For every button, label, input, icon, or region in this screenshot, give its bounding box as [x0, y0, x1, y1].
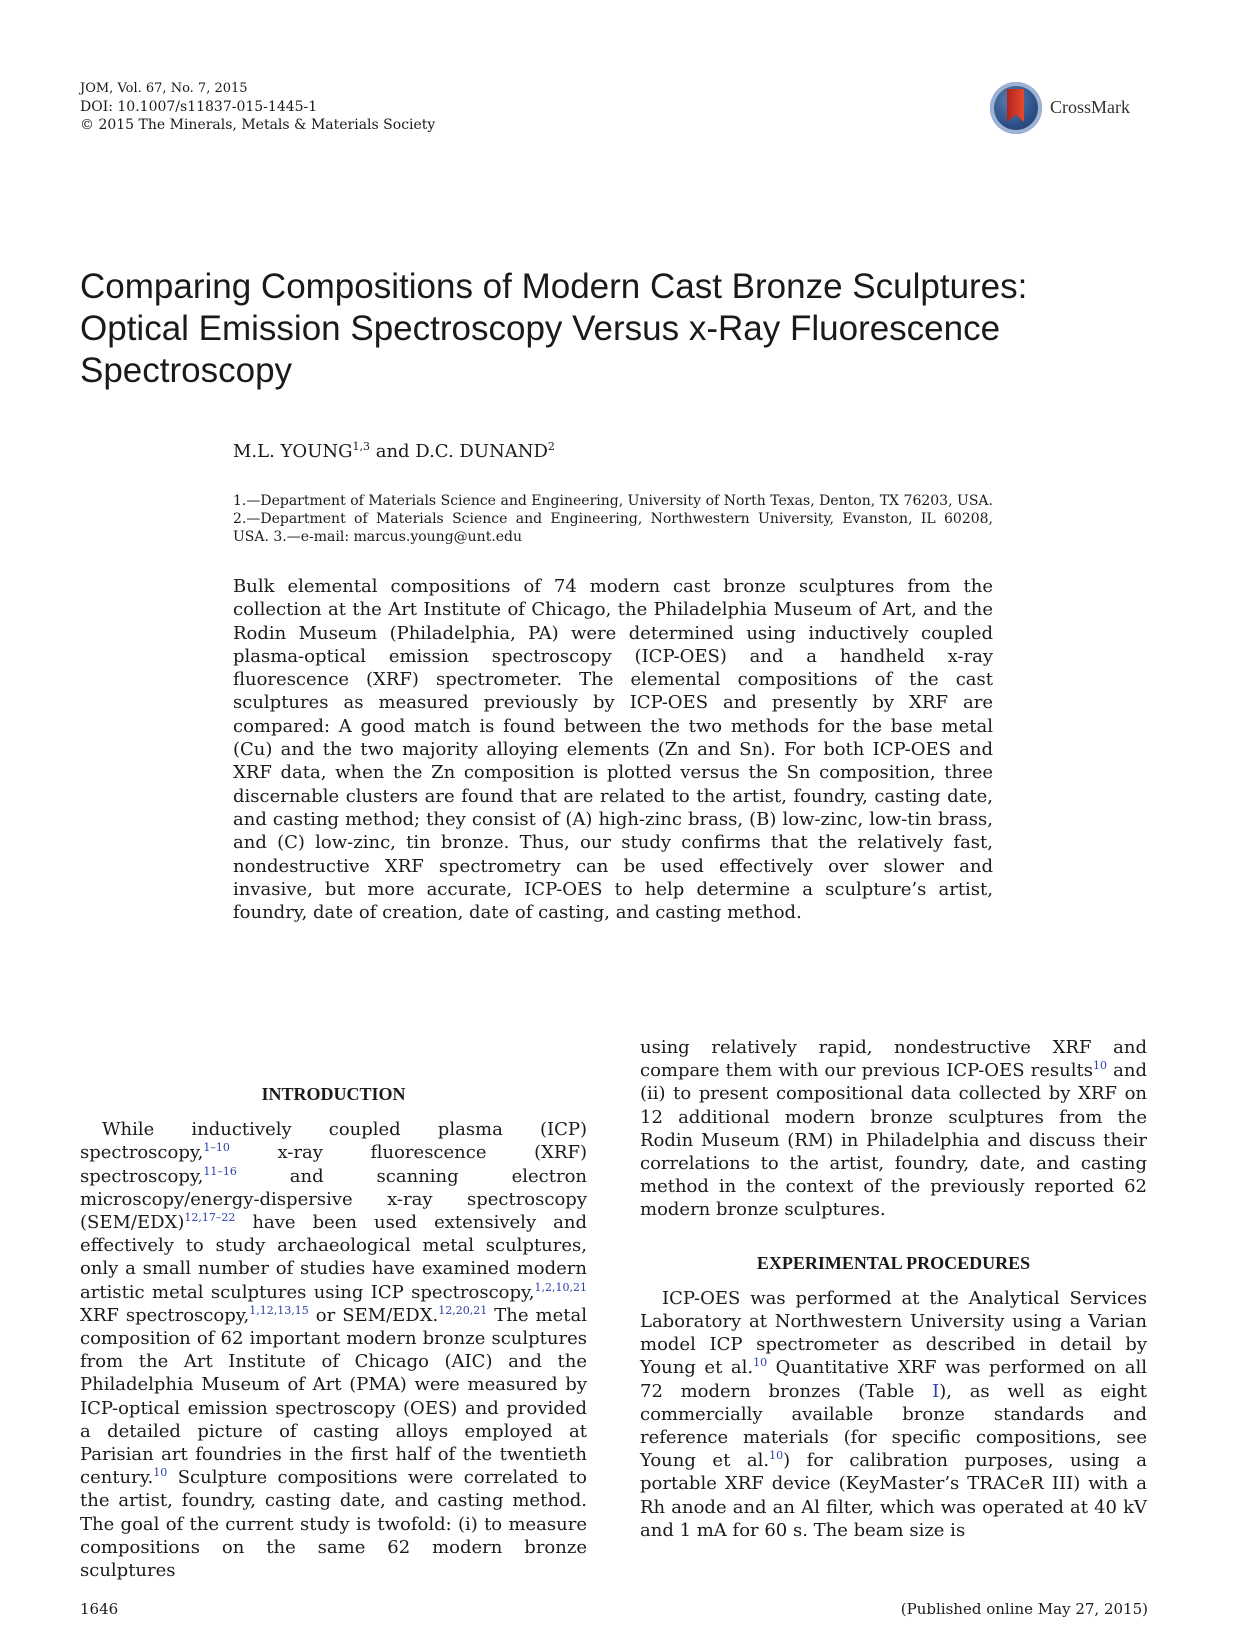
experimental-paragraph: ICP-OES was performed at the Analytical Services Laboratory at Northwestern University using a Varian model ICP spectrometer as described in detail by Young et al.$^{10}$ Quantitative XRF was performed on all 72 modern bronzes (Table I), as well as eight commercially available bronze standards and reference materials (for specific compositions, see Young et al.$^{10}$) for calibration purposes, using a portable XRF device (KeyMaster’s TRACeR III) with a Rh anode and an Al filter, which was operated at 40 kV and 1 mA for 60 s. The beam size is: [640, 1287, 1148, 1541]
doi[interactable]: DOI: 10.1007/s11837-015-1445-1: [80, 99, 318, 115]
page-number: 1646: [80, 1600, 119, 1618]
citation-link[interactable]: 10: [769, 1449, 784, 1463]
introduction-heading: INTRODUCTION: [261, 1084, 406, 1104]
author-dunand-affiliation: 2: [547, 440, 555, 453]
crossmark-label: CrossMark: [1050, 97, 1130, 117]
citation-link[interactable]: 12,20,21: [438, 1303, 488, 1317]
left-column: [80, 1083, 587, 1582]
citation-link[interactable]: 1–10: [203, 1141, 230, 1155]
citation-link[interactable]: 1,2,10,21: [534, 1280, 587, 1294]
introduction-paragraph: While inductively coupled plasma (ICP) spectroscopy,$^{1-10}$ x-ray fluorescence (XRF) spectroscopy,$^{11-16}$ and scanning electron microscopy/energy-dispersive x-ray spectroscopy (SEM/EDX)$^{12,17-22}$ have been used extensively and effectively to study archaeological metal sculptures, only a small number of studies have examined modern artistic metal sculptures using ICP spectroscopy,$^{1,2,10,21}$ XRF spectroscopy,$^{1,12,13,15}$ or SEM/EDX.$^{12,20,21}$ The metal composition of 62 important modern bronze sculptures from the Art Institute of Chicago (AIC) and the Philadelphia Museum of Art (PMA) were measured by ICP-optical emission spectroscopy (OES) and provided a detailed picture of casting alloys employed at Parisian art foundries in the first half of the twentieth century.$^{10}$ Sculpture compositions were correlated to the artist, foundry, casting date, and casting method. The goal of the current study is twofold: (i) to measure compositions on the same 62 modern bronze sculptures: [80, 1119, 587, 1582]
crossmark-badge[interactable]: [990, 82, 1190, 138]
journal-info: [80, 80, 435, 134]
title-line-3: Spectroscopy: [80, 351, 293, 390]
title-line-2: Optical Emission Spectroscopy Versus x-Ray Fluorescence: [80, 309, 1001, 348]
citation-link[interactable]: 1,12,13,15: [249, 1303, 309, 1317]
author-dunand: D.C. DUNAND: [415, 441, 548, 462]
paper-title: [80, 266, 1180, 392]
publication-date: (Published online May 27, 2015): [900, 1600, 1148, 1618]
right-column: [640, 1036, 1147, 1542]
author-young: M.L. YOUNG: [233, 441, 353, 462]
citation-link[interactable]: 12,17–22: [184, 1211, 236, 1225]
crossmark-icon: [990, 82, 1042, 134]
author-separator: and: [370, 441, 416, 462]
citation-link[interactable]: 10: [753, 1356, 768, 1370]
author-young-affiliation: 1,3: [352, 440, 370, 453]
table-link[interactable]: I: [932, 1380, 940, 1402]
affiliations: 1.—Department of Materials Science and Engineering, University of North Texas, Denton, TX 76203, USA. 2.—Department of Materials Science and Engineering, Northwestern University, Evanston, IL 60208, USA. 3.—e-mail: marcus.young@unt.edu: [233, 493, 993, 545]
copyright: © 2015 The Minerals, Metals & Materials Society: [80, 117, 436, 133]
author-list: [233, 440, 555, 462]
citation-link[interactable]: 11–16: [203, 1164, 237, 1178]
introduction-continuation: using relatively rapid, nondestructive XRF and compare them with our previous ICP-OES results$^{10}$ and (ii) to present compositional data collected by XRF on 12 additional modern bronze sculptures from the Rodin Museum (RM) in Philadelphia and discuss their correlations to the artist, foundry, date, and casting method in the context of the previously reported 62 modern bronze sculptures.: [640, 1037, 1147, 1221]
citation-link[interactable]: 10: [153, 1466, 168, 1480]
abstract: Bulk elemental compositions of 74 modern cast bronze sculptures from the collection at the Art Institute of Chicago, the Philadelphia Museum of Art, and the Rodin Museum (Philadelphia, PA) were determined using inductively coupled plasma-optical emission spectroscopy (ICP-OES) and a handheld x-ray fluorescence (XRF) spectrometer. The elemental compositions of the cast sculptures as measured previously by ICP-OES and presently by XRF are compared: A good match is found between the two methods for the base metal (Cu) and the two majority alloying elements (Zn and Sn). For both ICP-OES and XRF data, when the Zn composition is plotted versus the Sn composition, three discernable clusters are found that are related to the artist, foundry, casting date, and casting method; they consist of (A) high-zinc brass, (B) low-zinc, low-tin brass, and (C) low-zinc, tin bronze. Thus, our study confirms that the relatively fast, nondestructive XRF spectrometry can be used effectively over slower and invasive, but more accurate, ICP-OES to help determine a sculpture’s artist, foundry, date of creation, date of casting, and casting method.: [233, 576, 993, 924]
journal-citation: JOM, Vol. 67, No. 7, 2015: [80, 81, 248, 96]
citation-link[interactable]: 10: [1093, 1059, 1107, 1073]
title-line-1: Comparing Compositions of Modern Cast Bronze Sculptures:: [80, 267, 1028, 306]
experimental-heading: EXPERIMENTAL PROCEDURES: [756, 1252, 1031, 1273]
